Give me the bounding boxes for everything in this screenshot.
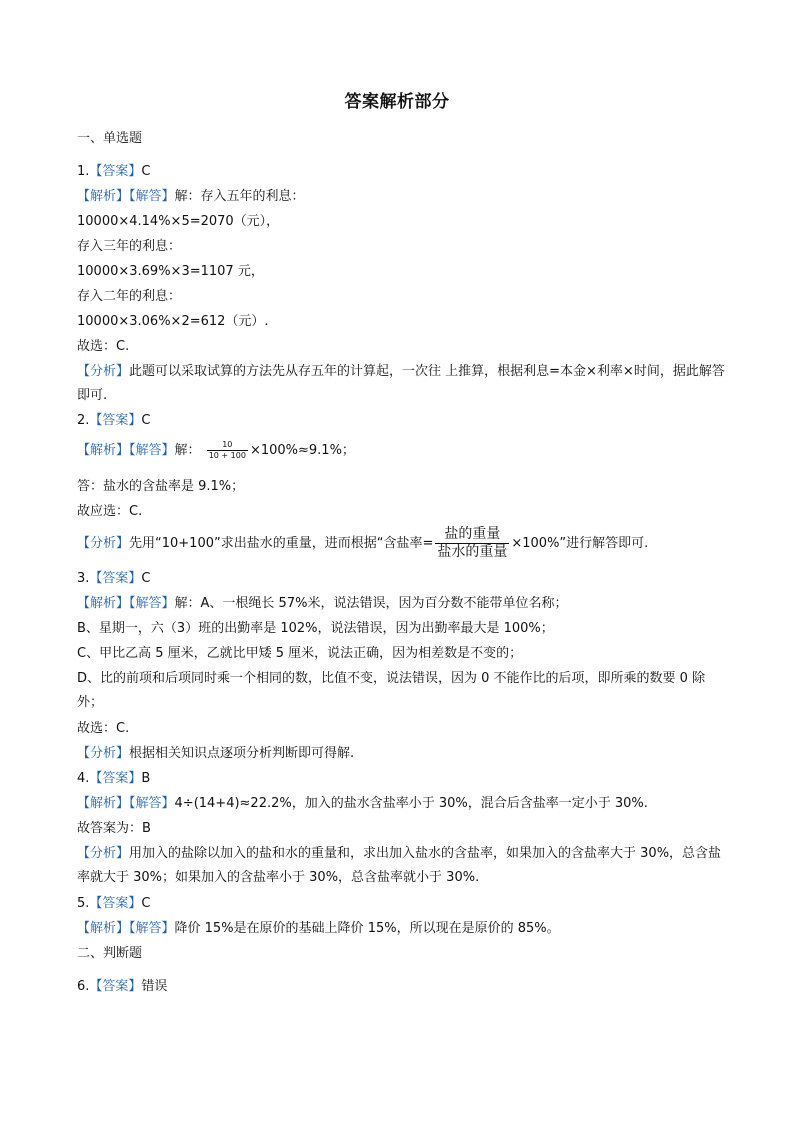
q4-fenxi-tag: 【分析】 bbox=[77, 846, 130, 861]
q2-fenxi-fraction bbox=[435, 526, 509, 561]
q3-answer-tag: 【答案】 bbox=[89, 571, 142, 586]
q3-answer: C bbox=[141, 571, 151, 586]
q1-analysis-line bbox=[77, 188, 727, 206]
q3-analysis-line bbox=[77, 595, 727, 613]
q5-number: 5. bbox=[77, 896, 90, 911]
q5-jieda-tag: 【解答】 bbox=[129, 921, 175, 936]
q4-answer: B bbox=[141, 771, 151, 786]
q2-fraction bbox=[207, 440, 248, 461]
q2-fenxi-den: 盐水的重量 bbox=[437, 544, 508, 560]
q4-fenxi: 用加入的盐除以加入的盐和水的重量和，求出加入盐水的含盐率，如果加入的含盐率大于 30%，总含盐率就大于 30%；如果加入的含盐率小于 30%，总含盐率就小于 30%. bbox=[77, 846, 722, 885]
page-title: 答案解析部分 bbox=[344, 92, 450, 112]
q2-number: 2. bbox=[77, 413, 90, 428]
q4-answer-tag: 【答案】 bbox=[89, 771, 142, 786]
q1-answer-tag: 【答案】 bbox=[89, 164, 142, 179]
q1-fenxi: 此题可以采取试算的方法先从存五年的计算起，一次往 上推算，根据利息=本金×利率×时间，据此解答即可. bbox=[77, 364, 725, 403]
q1-line5: 存入二年的利息： bbox=[77, 289, 182, 304]
q2-analysis-line bbox=[77, 440, 727, 461]
q1-line1: 解：存入五年的利息： bbox=[174, 189, 305, 204]
q2-line3: 故应选：C. bbox=[77, 504, 143, 519]
q2-jieda-tag: 【解答】 bbox=[129, 443, 175, 458]
q5-answer-line bbox=[77, 895, 727, 913]
q6-answer: 错误 bbox=[141, 979, 168, 994]
q2-fenxi-b: ×100%”进行解答即可. bbox=[511, 536, 649, 551]
q4-number: 4. bbox=[77, 771, 90, 786]
q3-answer-line bbox=[77, 570, 727, 588]
q2-answer-tag: 【答案】 bbox=[89, 413, 142, 428]
q2-fenxi-num: 盐的重量 bbox=[435, 526, 509, 544]
q2-jiexi-tag: 【解析】 bbox=[77, 443, 130, 458]
q3-fenxi-tag: 【分析】 bbox=[77, 746, 130, 761]
q1-number: 1. bbox=[77, 164, 90, 179]
q3-line5: 故选：C. bbox=[77, 721, 130, 736]
section-heading-true-false: 二、判断题 bbox=[77, 946, 143, 961]
q2-prefix: 解： bbox=[174, 443, 201, 458]
q4-jieda-tag: 【解答】 bbox=[129, 796, 175, 811]
q2-frac-den: 10 + 100 bbox=[208, 451, 246, 460]
q1-answer: C bbox=[141, 164, 151, 179]
q3-fenxi: 根据相关知识点逐项分析判断即可得解. bbox=[129, 746, 355, 761]
q2-answer: C bbox=[141, 413, 151, 428]
q2-answer-line bbox=[77, 412, 727, 430]
q3-line3: C、甲比乙高 5 厘米，乙就比甲矮 5 厘米，说法正确，因为相差数是不变的； bbox=[77, 646, 523, 661]
q6-answer-tag: 【答案】 bbox=[89, 979, 142, 994]
q2-fenxi-a: 先用“10+100”求出盐水的重量，进而根据“含盐率= bbox=[129, 536, 434, 551]
q4-answer-line bbox=[77, 770, 727, 788]
q1-jiexi-tag: 【解析】 bbox=[77, 189, 130, 204]
q5-jiexi-tag: 【解析】 bbox=[77, 921, 130, 936]
q1-line7: 故选：C. bbox=[77, 339, 130, 354]
q4-line1: 4÷(14+4)≈22.2%，加入的盐水含盐率小于 30%，混合后含盐率一定小于 30%. bbox=[174, 796, 648, 811]
q5-analysis-line bbox=[77, 920, 727, 938]
q1-jieda-tag: 【解答】 bbox=[129, 189, 175, 204]
q6-answer-line bbox=[77, 978, 727, 996]
q3-jiexi-tag: 【解析】 bbox=[77, 596, 130, 611]
q4-line2: 故答案为：B bbox=[77, 821, 151, 836]
q4-fenxi-line bbox=[77, 842, 727, 890]
q3-fenxi-line bbox=[77, 745, 727, 763]
q5-line1: 降价 15%是在原价的基础上降价 15%，所以现在是原价的 85%。 bbox=[174, 921, 560, 936]
q3-jieda-tag: 【解答】 bbox=[129, 596, 175, 611]
q5-answer-tag: 【答案】 bbox=[89, 896, 142, 911]
q5-answer: C bbox=[141, 896, 151, 911]
q3-line4: D、比的前项和后项同时乘一个相同的数，比值不变，说法错误，因为 0 不能作比的后项，即所乘的数要 0 除外； bbox=[77, 671, 706, 710]
q1-line2: 10000×4.14%×5=2070（元）， bbox=[77, 214, 280, 229]
q4-analysis-line bbox=[77, 795, 727, 813]
q4-jiexi-tag: 【解析】 bbox=[77, 796, 130, 811]
q1-fenxi-tag: 【分析】 bbox=[77, 364, 130, 379]
q1-line3: 存入三年的利息： bbox=[77, 239, 182, 254]
q2-fenxi-line bbox=[77, 526, 727, 561]
q1-line4: 10000×3.69%×3=1107 元， bbox=[77, 264, 264, 279]
q3-line2: B、星期一，六（3）班的出勤率是 102%，说法错误，因为出勤率最大是 100%； bbox=[77, 621, 554, 636]
q3-line1: 解：A、一根绳长 57%米，说法错误，因为百分数不能带单位名称； bbox=[174, 596, 568, 611]
q2-line2: 答：盐水的含盐率是 9.1%； bbox=[77, 479, 245, 494]
q3-number: 3. bbox=[77, 571, 90, 586]
q2-frac-num: 10 bbox=[207, 440, 248, 451]
q1-answer-line bbox=[77, 163, 727, 181]
q1-line6: 10000×3.06%×2=612（元）. bbox=[77, 314, 269, 329]
q2-suffix: ×100%≈9.1%； bbox=[249, 443, 355, 458]
q1-fenxi-line bbox=[77, 360, 727, 408]
q2-fenxi-tag: 【分析】 bbox=[77, 536, 130, 551]
q6-number: 6. bbox=[77, 979, 90, 994]
section-heading-single-choice: 一、单选题 bbox=[77, 131, 143, 146]
